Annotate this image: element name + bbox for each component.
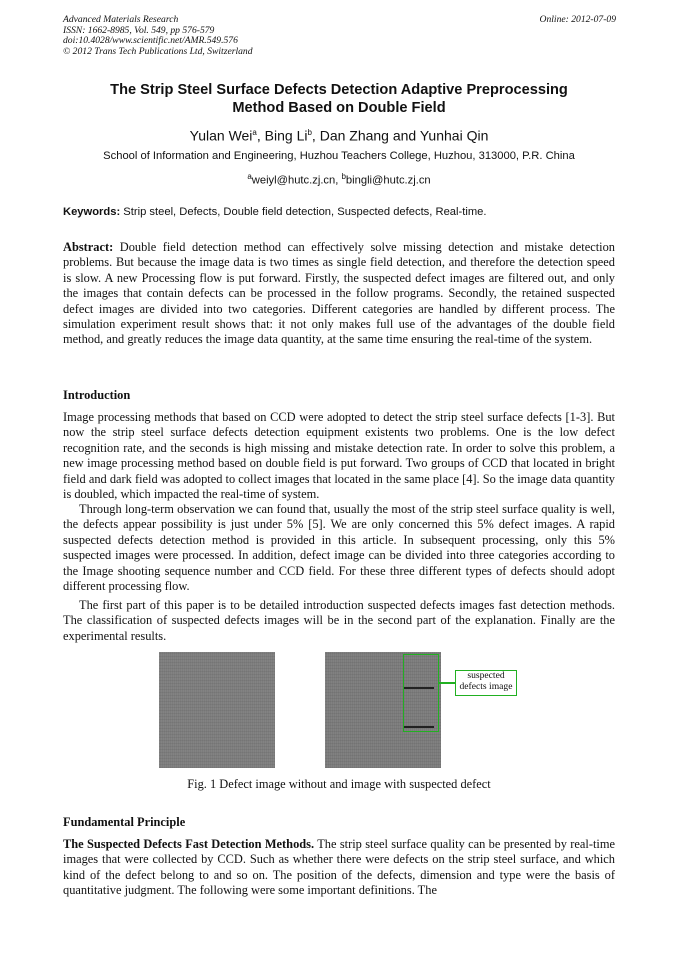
issn-line: ISSN: 1662-8985, Vol. 549, pp 576-579: [63, 24, 215, 36]
paragraph: Image processing methods that based on CCD were adopted to detect the strip steel surface defects [1-3]. But now the strip steel surface defects detection equipment existents two problems. One is the low defect recognition rate, and the seconds is high missing and mistake detection rate. In order to solve this problem, a new image processing method based on double field is put forward. Two groups of CCD that located in bright field and dark field was adopted to collect images that located in the same place [4]. So the image data quantity is doubled, which impacted the real-time of system.: [63, 410, 615, 502]
author-list: Yulan Wei$^a$, Bing Li$^b$, Dan Zhang and Yunhai Qin: [189, 127, 489, 144]
abstract-text: Double field detection method can effectively solve missing detection and mistake detection problems. But because the image data is two times as single field detection, and therefore the detection speed is slow. A new Processing flow is put forward. Firstly, the suspected defect images are filtered out, and only the images that contain defects can be processed in the follow programs. Secondly, the retained suspected defect images are divided into two categories. Different categories are handled by different process. The simulation experiment result shows that: it not only makes full use of the advantages of the double field method, and greatly reduces the image data quantity, at the same time ensuring the real-time of the system.: [63, 240, 615, 347]
affiliation: School of Information and Engineering, Huzhou Teachers College, Huzhou, 313000, P.R. China: [103, 150, 575, 162]
section-heading-introduction: Introduction: [63, 388, 131, 402]
journal-name: Advanced Materials Research: [63, 14, 179, 25]
doi-line: doi:10.4028/www.scientific.net/AMR.549.576: [63, 35, 238, 47]
keywords-text: Strip steel, Defects, Double field detection, Suspected defects, Real-time.: [120, 206, 487, 218]
callout-connector: [439, 682, 455, 684]
copyright-line: © 2012 Trans Tech Publications Ltd, Switzerland: [63, 45, 253, 57]
keywords: [63, 205, 615, 219]
paragraph: The Suspected Defects Fast Detection Methods. The strip steel surface quality can be presented by real-time images that were collected by CCD. Such as whether there were defects on the strip steel surface, and which kind of the defect belong to and so on. The position of the defects, dimension and type were the basis of quantitative judgment. The following were some important definitions. The: [63, 837, 615, 898]
email-link[interactable]: weiyl@hutc.zj.cn: [251, 174, 336, 187]
title-line-2: Method Based on Double Field: [232, 99, 446, 116]
author-sup: a: [252, 128, 257, 137]
callout-label: suspected defects image: [455, 670, 517, 696]
defect-mark: [404, 726, 434, 728]
online-date: Online: 2012-07-09: [539, 14, 616, 25]
paragraph: Through long-term observation we can found that, usually the most of the strip steel surface quality is well, the defects appear possibility is just under 5% [5]. We are only concerned this 5% defect images. A rapid suspected defects detection method is provided in this article. In subsequent processing, only this 5% suspected images were processed. In addition, defect image can be divided into three categories according to the Image shooting sequence number and CCD field. For these three different types of defects should adopt different processing flow.: [63, 502, 615, 594]
keywords-label: Keywords:: [63, 206, 121, 218]
paper-title: [63, 82, 615, 117]
author-name: Bing Li: [264, 127, 308, 144]
author-name: Dan Zhang and Yunhai Qin: [319, 127, 489, 144]
abstract: [63, 240, 615, 348]
paragraph: The first part of this paper is to be detailed introduction suspected defects images fast detection methods. The classification of suspected defects images will be in the second part of the explanation. Finally are the experimental results.: [63, 598, 615, 643]
abstract-label: Abstract:: [63, 240, 114, 254]
email-link[interactable]: bingli@hutc.zj.cn: [345, 174, 431, 187]
subsection-label: The Suspected Defects Fast Detection Methods.: [63, 837, 315, 851]
section-heading-fundamental: Fundamental Principle: [63, 815, 186, 829]
author-emails: $^a$weiyl@hutc.zj.cn, $^b$bingli@hutc.zj.cn: [247, 172, 431, 187]
suspected-defect-box: [403, 654, 439, 732]
figure-image-without-defect: [159, 652, 275, 768]
journal-info: [63, 15, 253, 57]
title-line-1: The Strip Steel Surface Defects Detection Adaptive Preprocessing: [110, 82, 568, 98]
defect-mark: [404, 687, 434, 689]
author-sup: b: [307, 128, 312, 137]
figure-caption: Fig. 1 Defect image without and image with suspected defect: [187, 777, 491, 791]
author-name: Yulan Wei: [189, 127, 253, 144]
